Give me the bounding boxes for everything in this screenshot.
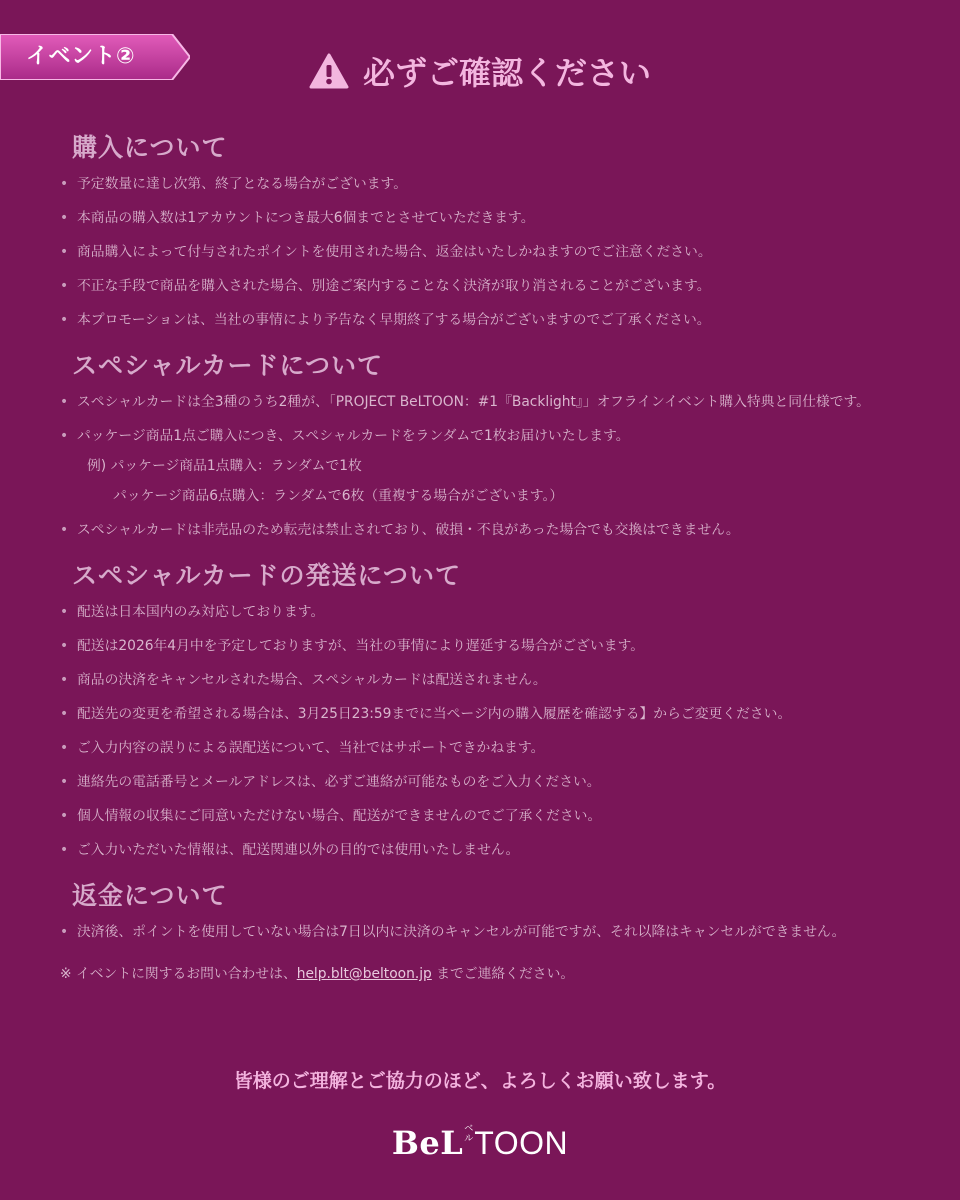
list-item: • 個人情報の収集にご同意いただけない場合、配送ができませんのでご了承ください。 (60, 806, 930, 826)
list-item: • スペシャルカードは非売品のため転売は禁止されており、破損・不良があった場合でも交換はできません。 (60, 520, 930, 540)
note-suffix: までご連絡ください。 (431, 966, 575, 982)
section-title: 購入について (72, 133, 228, 162)
logo-bel: BeL (391, 1124, 464, 1162)
list-item: • 商品の決済をキャンセルされた場合、スペシャルカードは配送されません。 (60, 670, 930, 690)
example-line: 例) パッケージ商品1点購入：ランダムで1枚 (87, 458, 362, 474)
page-title: 必ずご確認ください (362, 54, 651, 92)
logo-ruby: ベル (464, 1124, 474, 1144)
event-badge-label: イベント② (26, 44, 136, 69)
contact-email-link[interactable]: help.blt@beltoon.jp (296, 966, 432, 982)
page-header (0, 48, 960, 94)
item-list (60, 602, 930, 860)
section-purchase (60, 128, 930, 330)
list-item: • 商品購入によって付与されたポイントを使用された場合、返金はいたしかねますのでご注意ください。 (60, 242, 930, 262)
list-item: • 配送先の変更を希望される場合は、3月25日23:59までに当ページ内の購入履歴を確認する】からご変更ください。 (60, 704, 930, 724)
item-list (60, 922, 930, 942)
section-title: スペシャルカードの発送について (72, 561, 462, 590)
item-list (60, 392, 930, 540)
list-item: • 本商品の購入数は1アカウントにつき最大6個までとさせていただきます。 (60, 208, 930, 228)
note-prefix: ※ イベントに関するお問い合わせは、 (60, 966, 297, 982)
list-item-text: パッケージ商品1点ご購入につき、スペシャルカードをランダムで1枚お届けいたします。 (77, 428, 630, 444)
item-list (60, 174, 930, 330)
section-shipping (60, 556, 930, 860)
list-item: • 本プロモーションは、当社の事情により予告なく早期終了する場合がございますのでご了承ください。 (60, 310, 930, 330)
list-item: • ご入力いただいた情報は、配送関連以外の目的では使用いたしません。 (60, 840, 930, 860)
section-special-card (60, 346, 930, 540)
closing-message: 皆様のご理解とご協力のほど、よろしくお願い致します。 (233, 1070, 727, 1092)
notice-content (60, 128, 930, 982)
section-title: 返金について (72, 881, 228, 910)
list-item (60, 426, 930, 506)
list-item: • スペシャルカードは全3種のうち2種が、「PROJECT BeLTOON：#1『Backlight』」オフラインイベント購入特典と同仕様です。 (60, 392, 930, 412)
section-title: スペシャルカードについて (72, 351, 384, 380)
logo-toon: TOON (474, 1125, 569, 1161)
list-item: • 不正な手段で商品を購入された場合、別途ご案内することなく決済が取り消されることがございます。 (60, 276, 930, 296)
list-item: • 配送は2026年4月中を予定しておりますが、当社の事情により遅延する場合がございます。 (60, 636, 930, 656)
list-item: • 予定数量に達し次第、終了となる場合がございます。 (60, 174, 930, 194)
list-item: • 連絡先の電話番号とメールアドレスは、必ずご連絡が可能なものをご入力ください。 (60, 772, 930, 792)
list-item: • 決済後、ポイントを使用していない場合は7日以内に決済のキャンセルが可能ですが、それ以降はキャンセルができません。 (60, 922, 930, 942)
section-refund (60, 876, 930, 942)
beltoon-logo (0, 1124, 960, 1162)
contact-note (60, 962, 930, 982)
example-line: パッケージ商品6点購入：ランダムで6枚（重複する場合がございます。） (113, 488, 564, 504)
list-item: • ご入力内容の誤りによる誤配送について、当社ではサポートできかねます。 (60, 738, 930, 758)
list-item: • 配送は日本国内のみ対応しております。 (60, 602, 930, 622)
warning-icon (309, 53, 349, 89)
